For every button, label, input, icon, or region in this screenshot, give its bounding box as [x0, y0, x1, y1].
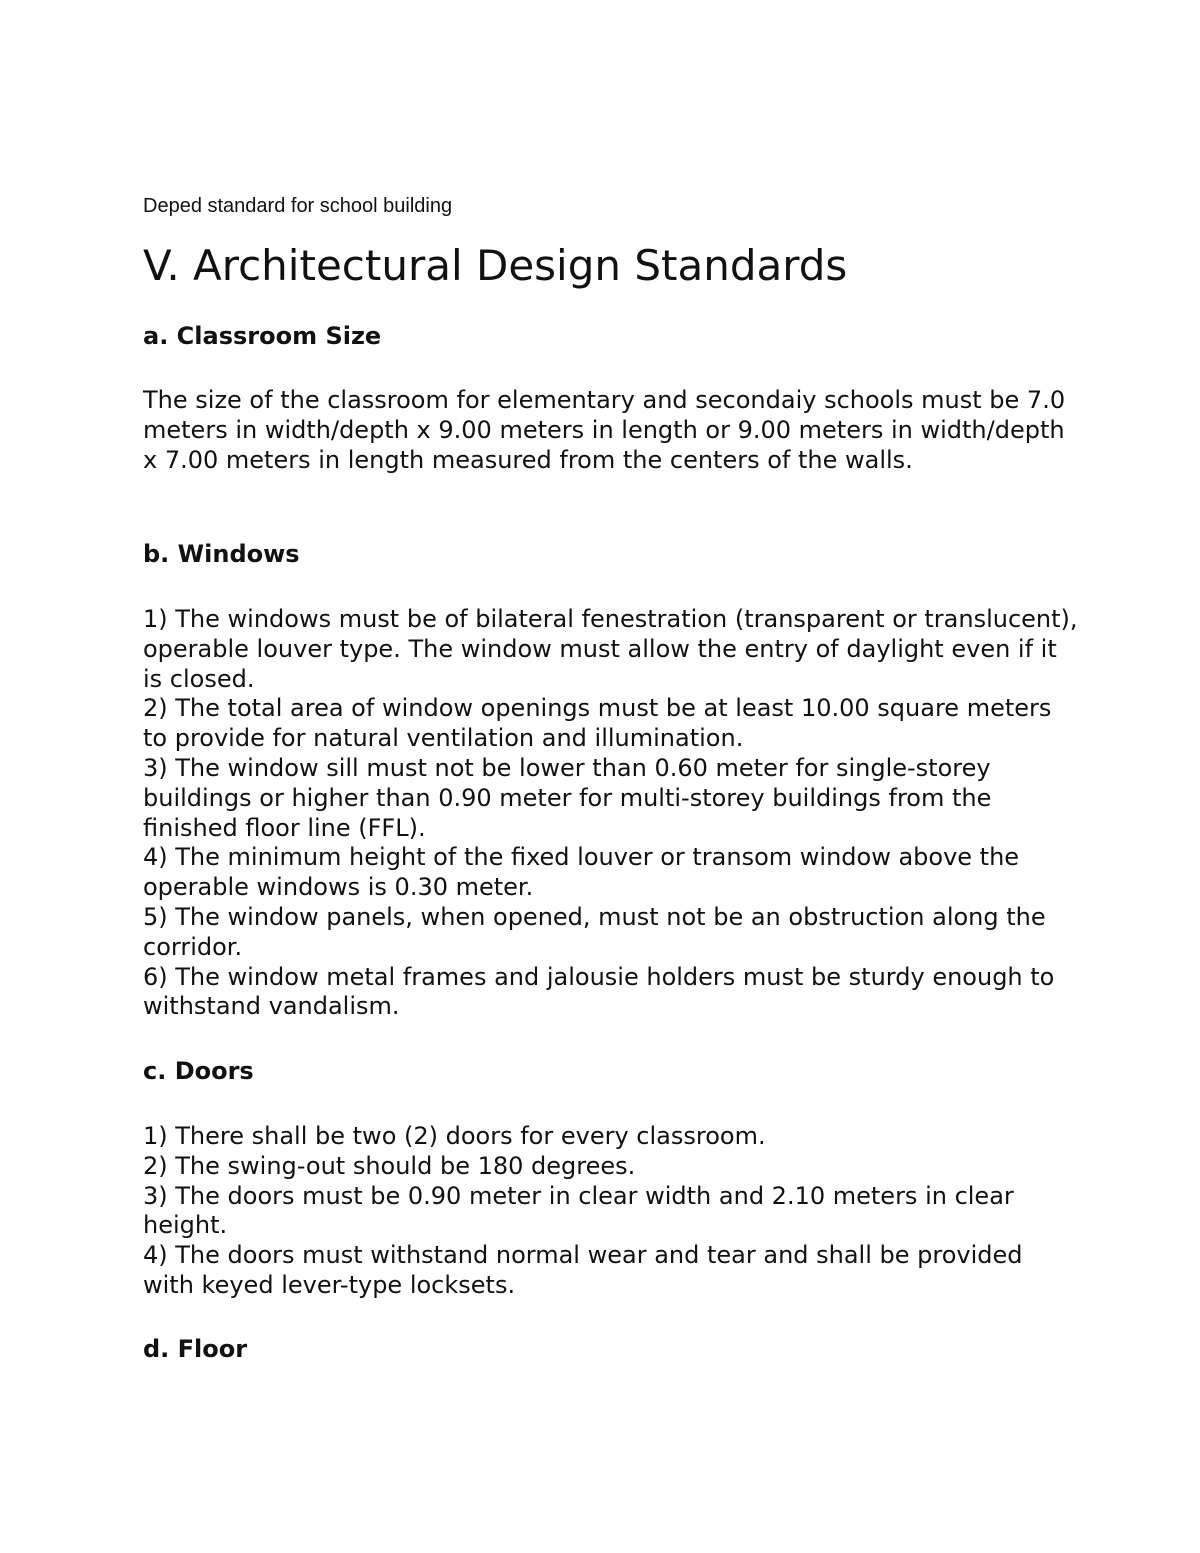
list-item: 3) The doors must be 0.90 meter in clear width and 2.10 meters in clear height. [143, 1181, 1014, 1240]
list-item: 4) The doors must withstand normal wear and tear and shall be provided with keyed lever-type locksets. [143, 1241, 1023, 1299]
list-item: 2) The total area of window openings must be at least 10.00 square meters to provide for natural ventilation and illumination. [143, 694, 1052, 753]
section-heading-doors: c. Doors [143, 1057, 254, 1085]
section-heading-windows: b. Windows [143, 540, 300, 568]
list-item: 1) There shall be two (2) doors for every classroom. [143, 1122, 766, 1150]
section-body-doors [143, 1122, 1078, 1301]
list-item: 4) The minimum height of the fixed louver or transom window above the operable windows is 0.30 meter. [143, 843, 1020, 902]
main-heading: V. Architectural Design Standards [143, 241, 848, 290]
document-title: Deped standard for school building [143, 195, 453, 217]
section-heading-classroom-size: a. Classroom Size [143, 322, 382, 350]
list-item: 6) The window metal frames and jalousie holders must be sturdy enough to withstand vandalism. [143, 962, 1055, 1021]
section-body-windows [143, 605, 1078, 1022]
section-body-classroom-size [143, 386, 1078, 475]
paragraph: The size of the classroom for elementary and secondaiy schools must be 7.0 meters in width/depth x 9.00 meters in length or 9.00 meters in width/depth x 7.00 meters in length measured from the centers of the walls. [143, 386, 1066, 474]
list-item: 3) The window sill must not be lower than 0.60 meter for single-storey buildings or higher than 0.90 meter for multi-storey buildings from the finished floor line (FFL). [143, 753, 992, 842]
section-heading-floor: d. Floor [143, 1335, 248, 1363]
list-item: 5) The window panels, when opened, must not be an obstruction along the corridor. [143, 902, 1046, 961]
list-item: 2) The swing-out should be 180 degrees. [143, 1151, 636, 1180]
list-item: 1) The windows must be of bilateral fenestration (transparent or translucent), operable louver type. The window must allow the entry of daylight even if it is closed. [143, 605, 1078, 693]
